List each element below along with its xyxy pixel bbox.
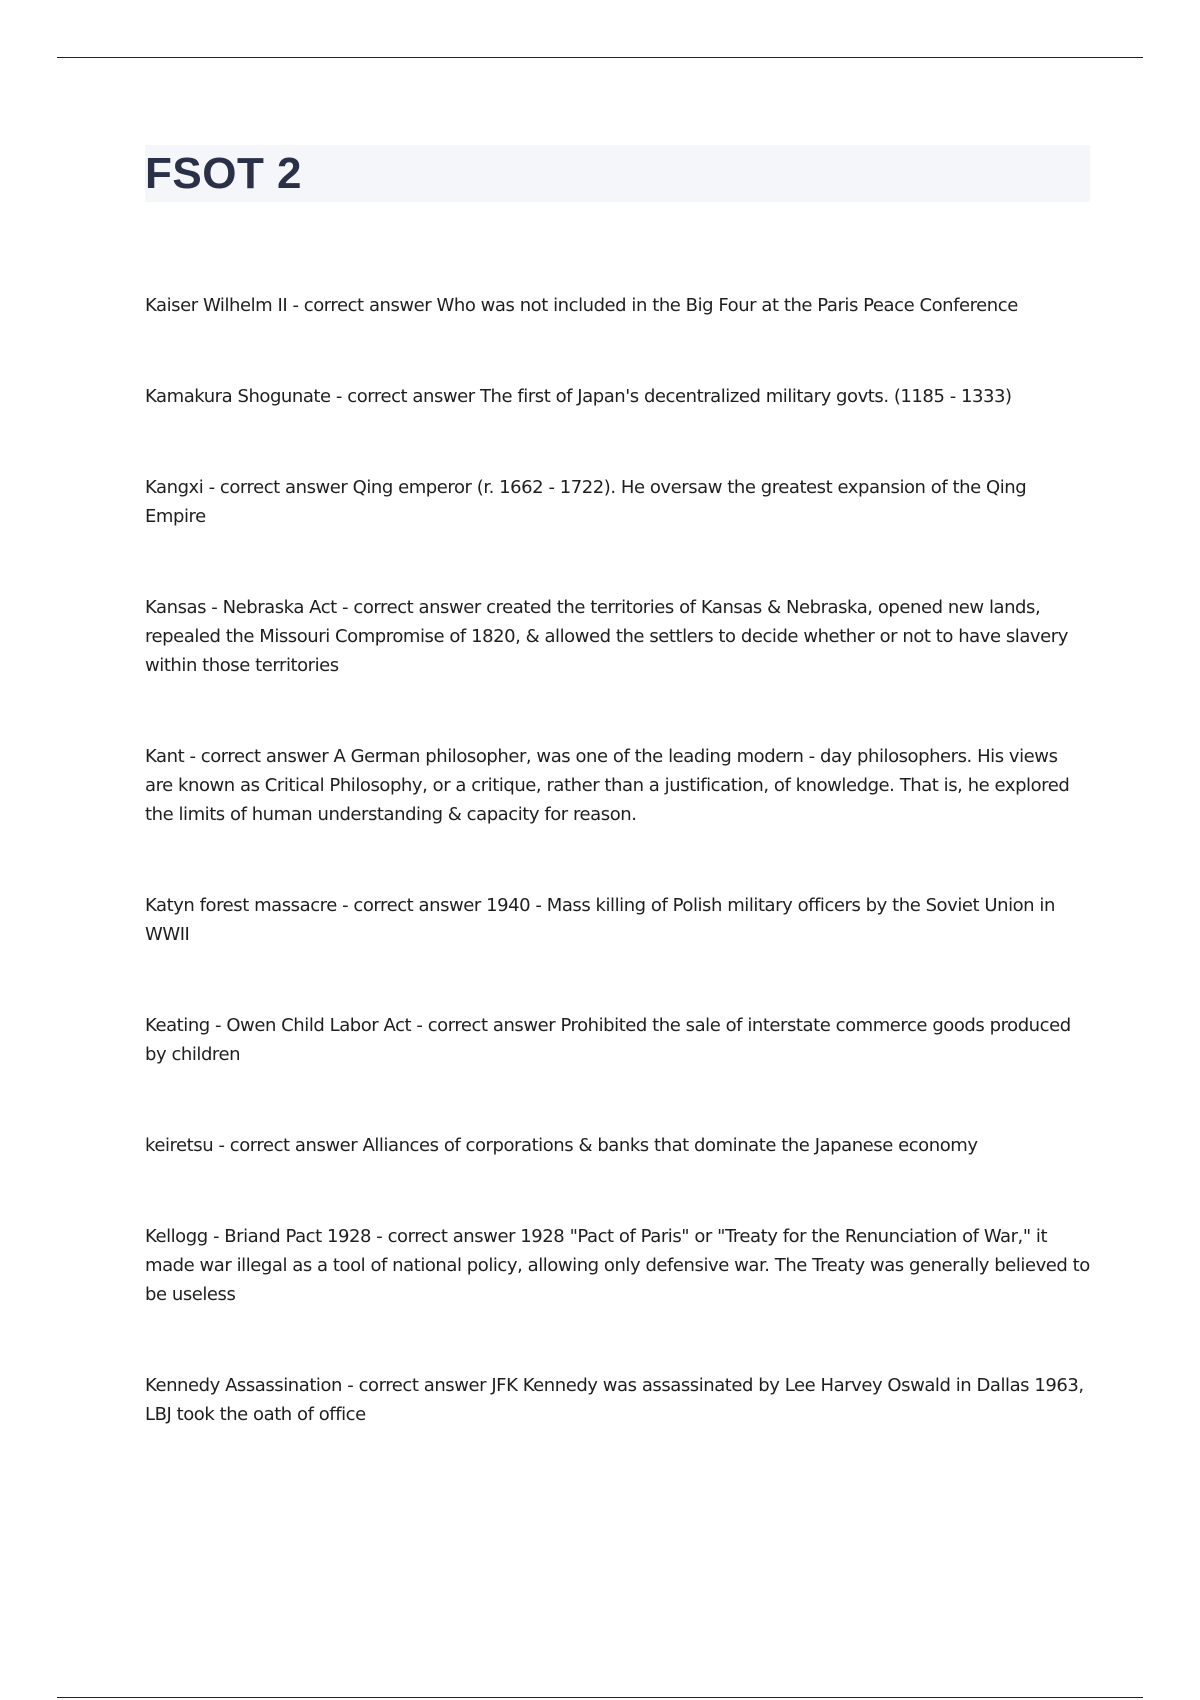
entry-keating-owen-act: Keating - Owen Child Labor Act - correct answer Prohibited the sale of interstate commerce goods produced by children bbox=[145, 1015, 1071, 1065]
title-band bbox=[145, 145, 1090, 202]
entry-kamakura-shogunate: Kamakura Shogunate - correct answer The first of Japan's decentralized military govts. (1185 - 1333) bbox=[145, 386, 1012, 407]
entry-list bbox=[145, 291, 1090, 1429]
entry-kansas-nebraska-act: Kansas - Nebraska Act - correct answer created the territories of Kansas & Nebraska, opened new lands, repealed the Missouri Compromise of 1820, & allowed the settlers to decide whether or not to have slavery within those territories bbox=[145, 597, 1068, 676]
document-page bbox=[145, 145, 1090, 1491]
entry-kaiser-wilhelm: Kaiser Wilhelm II - correct answer Who was not included in the Big Four at the Paris Peace Conference bbox=[145, 295, 1018, 316]
entry-kellogg-briand-pact: Kellogg - Briand Pact 1928 - correct answer 1928 "Pact of Paris" or "Treaty for the Renunciation of War," it made war illegal as a tool of national policy, allowing only defensive war. The Treaty was generally believed to be useless bbox=[145, 1226, 1090, 1305]
entry-keiretsu: keiretsu - correct answer Alliances of corporations & banks that dominate the Japanese economy bbox=[145, 1135, 978, 1156]
document-title: FSOT 2 bbox=[145, 148, 303, 198]
entry-kant: Kant - correct answer A German philosopher, was one of the leading modern - day philosophers. His views are known as Critical Philosophy, or a critique, rather than a justification, of knowledge. That is, he explored the limits of human understanding & capacity for reason. bbox=[145, 746, 1070, 825]
bottom-rule bbox=[57, 1697, 1143, 1698]
entry-kennedy-assassination: Kennedy Assassination - correct answer JFK Kennedy was assassinated by Lee Harvey Oswald in Dallas 1963, LBJ took the oath of office bbox=[145, 1375, 1084, 1425]
top-rule bbox=[57, 57, 1143, 58]
entry-katyn-forest-massacre: Katyn forest massacre - correct answer 1940 - Mass killing of Polish military officers by the Soviet Union in WWII bbox=[145, 895, 1055, 945]
entry-kangxi: Kangxi - correct answer Qing emperor (r. 1662 - 1722). He oversaw the greatest expansion of the Qing Empire bbox=[145, 477, 1027, 527]
